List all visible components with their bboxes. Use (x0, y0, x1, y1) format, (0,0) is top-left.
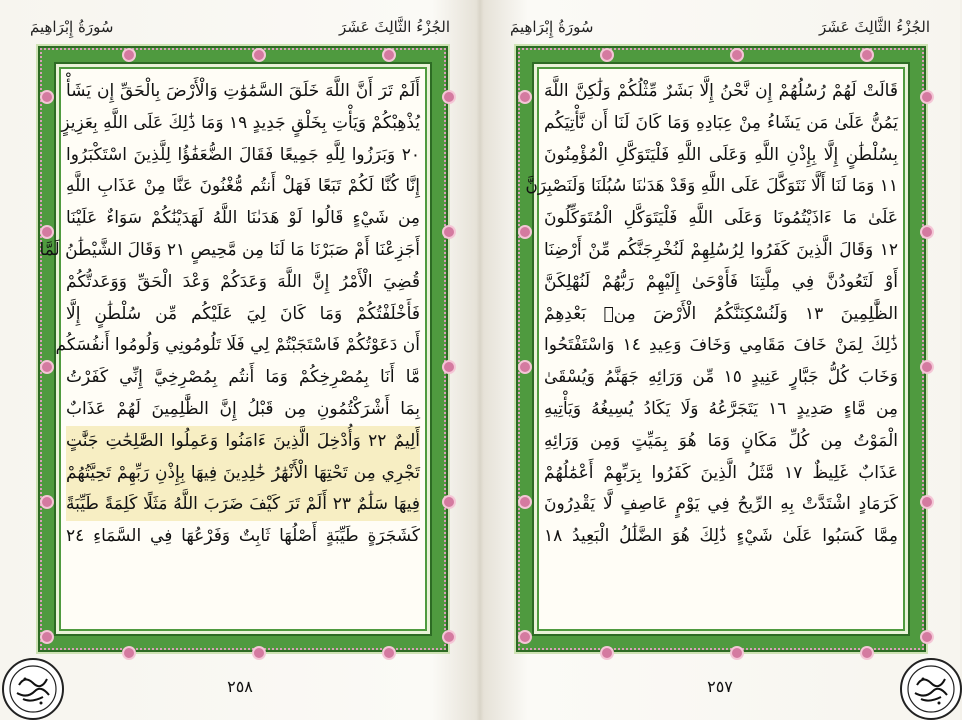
rose-ornament-icon (124, 648, 134, 658)
text-line: كَرَمَادٍ اشْتَدَّتْ بِهِ الرِّيحُ فِي يَوْمٍ عَاصِفٍ لَّا يَقْدِرُونَ (544, 494, 898, 515)
text-line: بِمَا أَشْرَكْتُمُونِ مِن قَبْلُ إِنَّ الظَّٰلِمِينَ لَهُمْ عَذَابٌ (66, 398, 420, 419)
rose-ornament-icon (384, 648, 394, 658)
rose-ornament-icon (922, 362, 932, 372)
text-line: قُضِيَ الْأَمْرُ إِنَّ اللَّهَ وَعَدَكُمْ وَعْدَ الْحَقِّ وَوَعَدتُّكُمْ (66, 271, 420, 292)
text-line: يُذْهِبْكُمْ وَيَأْتِ بِخَلْقٍ جَدِيدٍ ١٩ وَمَا ذَٰلِكَ عَلَى اللَّهِ بِعَزِيزٍ (61, 112, 420, 133)
rose-ornament-icon (520, 92, 530, 102)
text-line: ذَٰلِكَ لِمَنْ خَافَ مَقَامِي وَخَافَ وَعِيدِ ١٤ وَاسْتَفْتَحُوا (544, 335, 898, 356)
page-number: ٢٥٧ (707, 677, 733, 696)
quran-text (39, 76, 420, 622)
rose-ornament-icon (520, 362, 530, 372)
rose-ornament-icon (922, 497, 932, 507)
rose-ornament-icon (520, 632, 530, 642)
text-line: أَن دَعَوْتُكُمْ فَاسْتَجَبْتُمْ لِي فَلَا تَلُومُونِي وَلُومُوا أَنفُسَكُم (55, 335, 420, 356)
text-line: عَذَابٌ غَلِيظٌ ١٧ مَّثَلُ الَّذِينَ كَفَرُوا بِرَبِّهِمْ أَعْمَٰلُهُمْ (544, 462, 898, 483)
page-257 (480, 0, 960, 720)
text-line: أَلَمْ تَرَ أَنَّ اللَّهَ خَلَقَ السَّمَٰوَٰتِ وَالْأَرْضَ بِالْحَقِّ إِن يَشَأْ (66, 81, 420, 101)
rose-ornament-icon (124, 50, 134, 60)
rose-ornament-icon (254, 648, 264, 658)
text-line: عَلَىٰ مَا ءَاذَيْتُمُونَا وَعَلَى اللَّهِ فَلْيَتَوَكَّلِ الْمُتَوَكِّلُونَ (544, 208, 898, 229)
text-line: مَّا أَنَا بِمُصْرِخِكُمْ وَمَا أَنتُم بِمُصْرِخِيَّ إِنِّي كَفَرْتُ (66, 367, 420, 388)
text-line: أَوْ لَتَعُودُنَّ فِي مِلَّتِنَا فَأَوْحَىٰ إِلَيْهِمْ رَبُّهُمْ لَنُهْلِكَنَّ (544, 271, 898, 292)
text-line: فَأَخْلَفْتُكُمْ وَمَا كَانَ لِيَ عَلَيْكُم مِّن سُلْطَٰنٍ إِلَّا (66, 303, 420, 324)
rose-ornament-icon (922, 632, 932, 642)
rose-ornament-icon (602, 648, 612, 658)
page-header (24, 14, 456, 46)
rose-ornament-icon (520, 497, 530, 507)
rose-ornament-icon (520, 227, 530, 237)
juz-name: الجُزْءُ الثَّالِثَ عَشَرَ (818, 18, 930, 36)
rose-ornament-icon (922, 227, 932, 237)
text-line: الظَّٰلِمِينَ ١٣ وَلَنُسْكِنَنَّكُمُ الْأَرْضَ مِنۢ بَعْدِهِمْ (544, 303, 899, 324)
surah-name: سُورَةُ إِبْرَاهِيمَ (30, 18, 114, 36)
rose-ornament-icon (42, 632, 52, 642)
page-header (504, 14, 936, 46)
text-line: مِن مَّاءٍ صَدِيدٍ ١٦ يَتَجَرَّعُهُ وَلَا يَكَادُ يُسِيغُهُ وَيَأْتِيهِ (544, 398, 898, 419)
text-line: ١١ وَمَا لَنَا أَلَّا نَتَوَكَّلَ عَلَى اللَّهِ وَقَدْ هَدَىٰنَا سُبُلَنَا وَلَنَصْبِرَنَّ (525, 176, 898, 197)
rose-ornament-icon (732, 50, 742, 60)
text-line: وَخَابَ كُلُّ جَبَّارٍ عَنِيدٍ ١٥ مِّن وَرَائِهِ جَهَنَّمُ وَيُسْقَىٰ (544, 367, 898, 388)
text-line: قَالَتْ لَهُمْ رُسُلُهُمْ إِن نَّحْنُ إِلَّا بَشَرٌ مِّثْلُكُمْ وَلَٰكِنَّ اللَّهَ (544, 81, 898, 101)
text-line: أَجَزِعْنَا أَمْ صَبَرْنَا مَا لَنَا مِن مَّحِيصٍ ٢١ وَقَالَ الشَّيْطَٰنُ لَمَّا (39, 239, 420, 260)
text-line: يَمُنُّ عَلَىٰ مَن يَشَاءُ مِنْ عِبَادِهِ وَمَا كَانَ لَنَا أَن نَّأْتِيَكُم (544, 112, 898, 133)
rose-ornament-icon (42, 497, 52, 507)
rose-ornament-icon (444, 92, 454, 102)
juz-name: الجُزْءُ الثَّالِثَ عَشَرَ (338, 18, 450, 36)
page-258 (0, 0, 480, 720)
calligraphy-seal-icon (2, 658, 64, 720)
rose-ornament-icon (42, 92, 52, 102)
text-line: الْمَوْتُ مِن كُلِّ مَكَانٍ وَمَا هُوَ بِمَيِّتٍ وَمِن وَرَائِهِ (544, 430, 898, 451)
rose-ornament-icon (42, 227, 52, 237)
page-frame (40, 48, 446, 650)
rose-ornament-icon (862, 50, 872, 60)
rose-ornament-icon (384, 50, 394, 60)
rose-ornament-icon (42, 362, 52, 372)
rose-ornament-icon (602, 50, 612, 60)
text-line: تَجْرِي مِن تَحْتِهَا الْأَنْهَٰرُ خَٰلِدِينَ فِيهَا بِإِذْنِ رَبِّهِمْ تَحِيَّتُهُمْ (66, 458, 420, 490)
rose-ornament-icon (444, 632, 454, 642)
text-line: أَلِيمٌ ٢٢ وَأُدْخِلَ الَّذِينَ ءَامَنُوا وَعَمِلُوا الصَّٰلِحَٰتِ جَنَّٰتٍ (66, 426, 420, 458)
quran-text (525, 76, 899, 622)
rose-ornament-icon (732, 648, 742, 658)
text-line: مِن شَيْءٍ قَالُوا لَوْ هَدَىٰنَا اللَّهُ لَهَدَيْنَٰكُمْ سَوَاءٌ عَلَيْنَا (66, 208, 420, 229)
rose-ornament-icon (444, 227, 454, 237)
text-line: كَشَجَرَةٍ طَيِّبَةٍ أَصْلُهَا ثَابِتٌ وَفَرْعُهَا فِي السَّمَاءِ ٢٤ (66, 526, 420, 547)
text-line: بِسُلْطَٰنٍ إِلَّا بِإِذْنِ اللَّهِ وَعَلَى اللَّهِ فَلْيَتَوَكَّلِ الْمُؤْمِنُونَ (544, 144, 898, 165)
rose-ornament-icon (922, 92, 932, 102)
rose-ornament-icon (444, 497, 454, 507)
rose-ornament-icon (254, 50, 264, 60)
calligraphy-seal-icon (900, 658, 962, 720)
text-line: ١٢ وَقَالَ الَّذِينَ كَفَرُوا لِرُسُلِهِمْ لَنُخْرِجَنَّكُم مِّنْ أَرْضِنَا (544, 239, 898, 260)
surah-name: سُورَةُ إِبْرَاهِيمَ (510, 18, 594, 36)
text-line: إِنَّا كُنَّا لَكُمْ تَبَعًا فَهَلْ أَنتُم مُّغْنُونَ عَنَّا مِنْ عَذَابِ اللَّهِ (66, 176, 420, 197)
page-frame (518, 48, 924, 650)
page-number: ٢٥٨ (227, 677, 253, 696)
rose-ornament-icon (444, 362, 454, 372)
rose-ornament-icon (862, 648, 872, 658)
text-line: ٢٠ وَبَرَزُوا لِلَّهِ جَمِيعًا فَقَالَ الضُّعَفَٰؤُا لِلَّذِينَ اسْتَكْبَرُوا (66, 144, 420, 165)
text-line: مِمَّا كَسَبُوا عَلَىٰ شَيْءٍ ذَٰلِكَ هُوَ الضَّلَٰلُ الْبَعِيدُ ١٨ (544, 526, 898, 547)
text-line: فِيهَا سَلَٰمٌ ٢٣ أَلَمْ تَرَ كَيْفَ ضَرَبَ اللَّهُ مَثَلًا كَلِمَةً طَيِّبَةً (66, 489, 420, 521)
